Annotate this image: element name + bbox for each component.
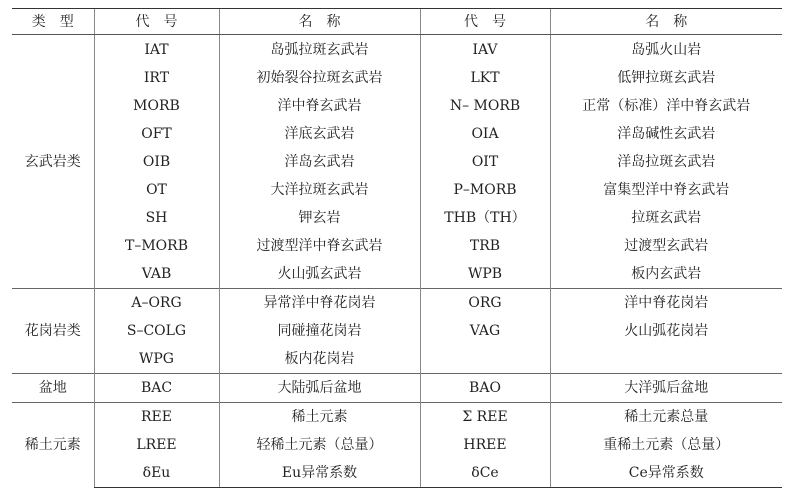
code-cell: REE	[94, 403, 219, 432]
code-cell: BAC	[94, 374, 219, 403]
code-cell: N– MORB	[420, 92, 550, 120]
code-cell: Σ REE	[420, 403, 550, 432]
code-cell: OIA	[420, 120, 550, 148]
code-cell: OIT	[420, 148, 550, 176]
name-cell: 大洋拉斑玄武岩	[219, 176, 420, 204]
name-cell: 稀土元素总量	[550, 403, 782, 432]
name-cell: 拉斑玄武岩	[550, 204, 782, 232]
code-cell: OIB	[94, 148, 219, 176]
code-cell: SH	[94, 204, 219, 232]
code-cell: IAV	[420, 35, 550, 65]
name-cell: 火山弧玄武岩	[219, 260, 420, 289]
table-row	[12, 289, 782, 318]
table-row	[12, 431, 782, 459]
code-cell: LKT	[420, 64, 550, 92]
header-type: 类 型	[12, 9, 94, 35]
name-cell: 同碰撞花岗岩	[219, 317, 420, 345]
name-cell: 正常（标准）洋中脊玄武岩	[550, 92, 782, 120]
name-cell: Eu异常系数	[219, 459, 420, 488]
name-cell: 板内玄武岩	[550, 260, 782, 289]
category-cell: 稀土元素	[12, 403, 94, 488]
name-cell: 洋中脊花岗岩	[550, 289, 782, 318]
header-code-1: 代 号	[94, 9, 219, 35]
name-cell	[550, 345, 782, 374]
category-cell: 花岗岩类	[12, 289, 94, 374]
code-cell: HREE	[420, 431, 550, 459]
code-cell	[420, 345, 550, 374]
table-row	[12, 260, 782, 289]
name-cell: 洋岛拉斑玄武岩	[550, 148, 782, 176]
code-cell: BAO	[420, 374, 550, 403]
table-row	[12, 317, 782, 345]
code-cell: T–MORB	[94, 232, 219, 260]
header-row	[12, 9, 782, 35]
code-cell: P–MORB	[420, 176, 550, 204]
name-cell: 岛弧拉斑玄武岩	[219, 35, 420, 65]
name-cell: 富集型洋中脊玄武岩	[550, 176, 782, 204]
name-cell: 洋底玄武岩	[219, 120, 420, 148]
name-cell: 低钾拉斑玄武岩	[550, 64, 782, 92]
name-cell: 轻稀土元素（总量）	[219, 431, 420, 459]
category-cell: 盆地	[12, 374, 94, 403]
code-cell: S–COLG	[94, 317, 219, 345]
name-cell: 洋中脊玄武岩	[219, 92, 420, 120]
code-cell: WPB	[420, 260, 550, 289]
name-cell: 异常洋中脊花岗岩	[219, 289, 420, 318]
code-cell: OT	[94, 176, 219, 204]
table-row	[12, 403, 782, 432]
code-cell: A–ORG	[94, 289, 219, 318]
name-cell: 洋岛碱性玄武岩	[550, 120, 782, 148]
header-code-2: 代 号	[420, 9, 550, 35]
name-cell: 板内花岗岩	[219, 345, 420, 374]
abbreviation-table	[12, 8, 782, 488]
code-cell: MORB	[94, 92, 219, 120]
code-cell: TRB	[420, 232, 550, 260]
code-cell: WPG	[94, 345, 219, 374]
table-row	[12, 176, 782, 204]
name-cell: 初始裂谷拉斑玄武岩	[219, 64, 420, 92]
code-cell: VAB	[94, 260, 219, 289]
category-cell: 玄武岩类	[24, 153, 81, 170]
name-cell: 稀土元素	[219, 403, 420, 432]
code-cell: IAT	[94, 35, 219, 65]
table-row	[12, 120, 782, 148]
name-cell: 钾玄岩	[219, 204, 420, 232]
code-cell: LREE	[94, 431, 219, 459]
header-name-2: 名 称	[550, 9, 782, 35]
table-row	[12, 35, 782, 65]
code-cell: IRT	[94, 64, 219, 92]
table-row	[12, 232, 782, 260]
name-cell: 过渡型洋中脊玄武岩	[219, 232, 420, 260]
table-row	[12, 459, 782, 488]
table-row	[12, 64, 782, 92]
name-cell: 大洋弧后盆地	[550, 374, 782, 403]
code-cell: OFT	[94, 120, 219, 148]
code-cell: δEu	[94, 459, 219, 488]
table-row	[12, 374, 782, 403]
code-cell: VAG	[420, 317, 550, 345]
table-row	[12, 204, 782, 232]
name-cell: 火山弧花岗岩	[550, 317, 782, 345]
name-cell: 洋岛玄武岩	[219, 148, 420, 176]
name-cell: 大陆弧后盆地	[219, 374, 420, 403]
header-name-1: 名 称	[219, 9, 420, 35]
code-cell: δCe	[420, 459, 550, 488]
name-cell: 重稀土元素（总量）	[550, 431, 782, 459]
table-row	[12, 148, 782, 176]
name-cell: 过渡型玄武岩	[550, 232, 782, 260]
name-cell: Ce异常系数	[550, 459, 782, 488]
code-cell: THB（TH）	[420, 204, 550, 232]
table-row	[12, 92, 782, 120]
table-body	[12, 35, 782, 488]
name-cell: 岛弧火山岩	[550, 35, 782, 65]
code-cell: ORG	[420, 289, 550, 318]
table-row	[12, 345, 782, 374]
